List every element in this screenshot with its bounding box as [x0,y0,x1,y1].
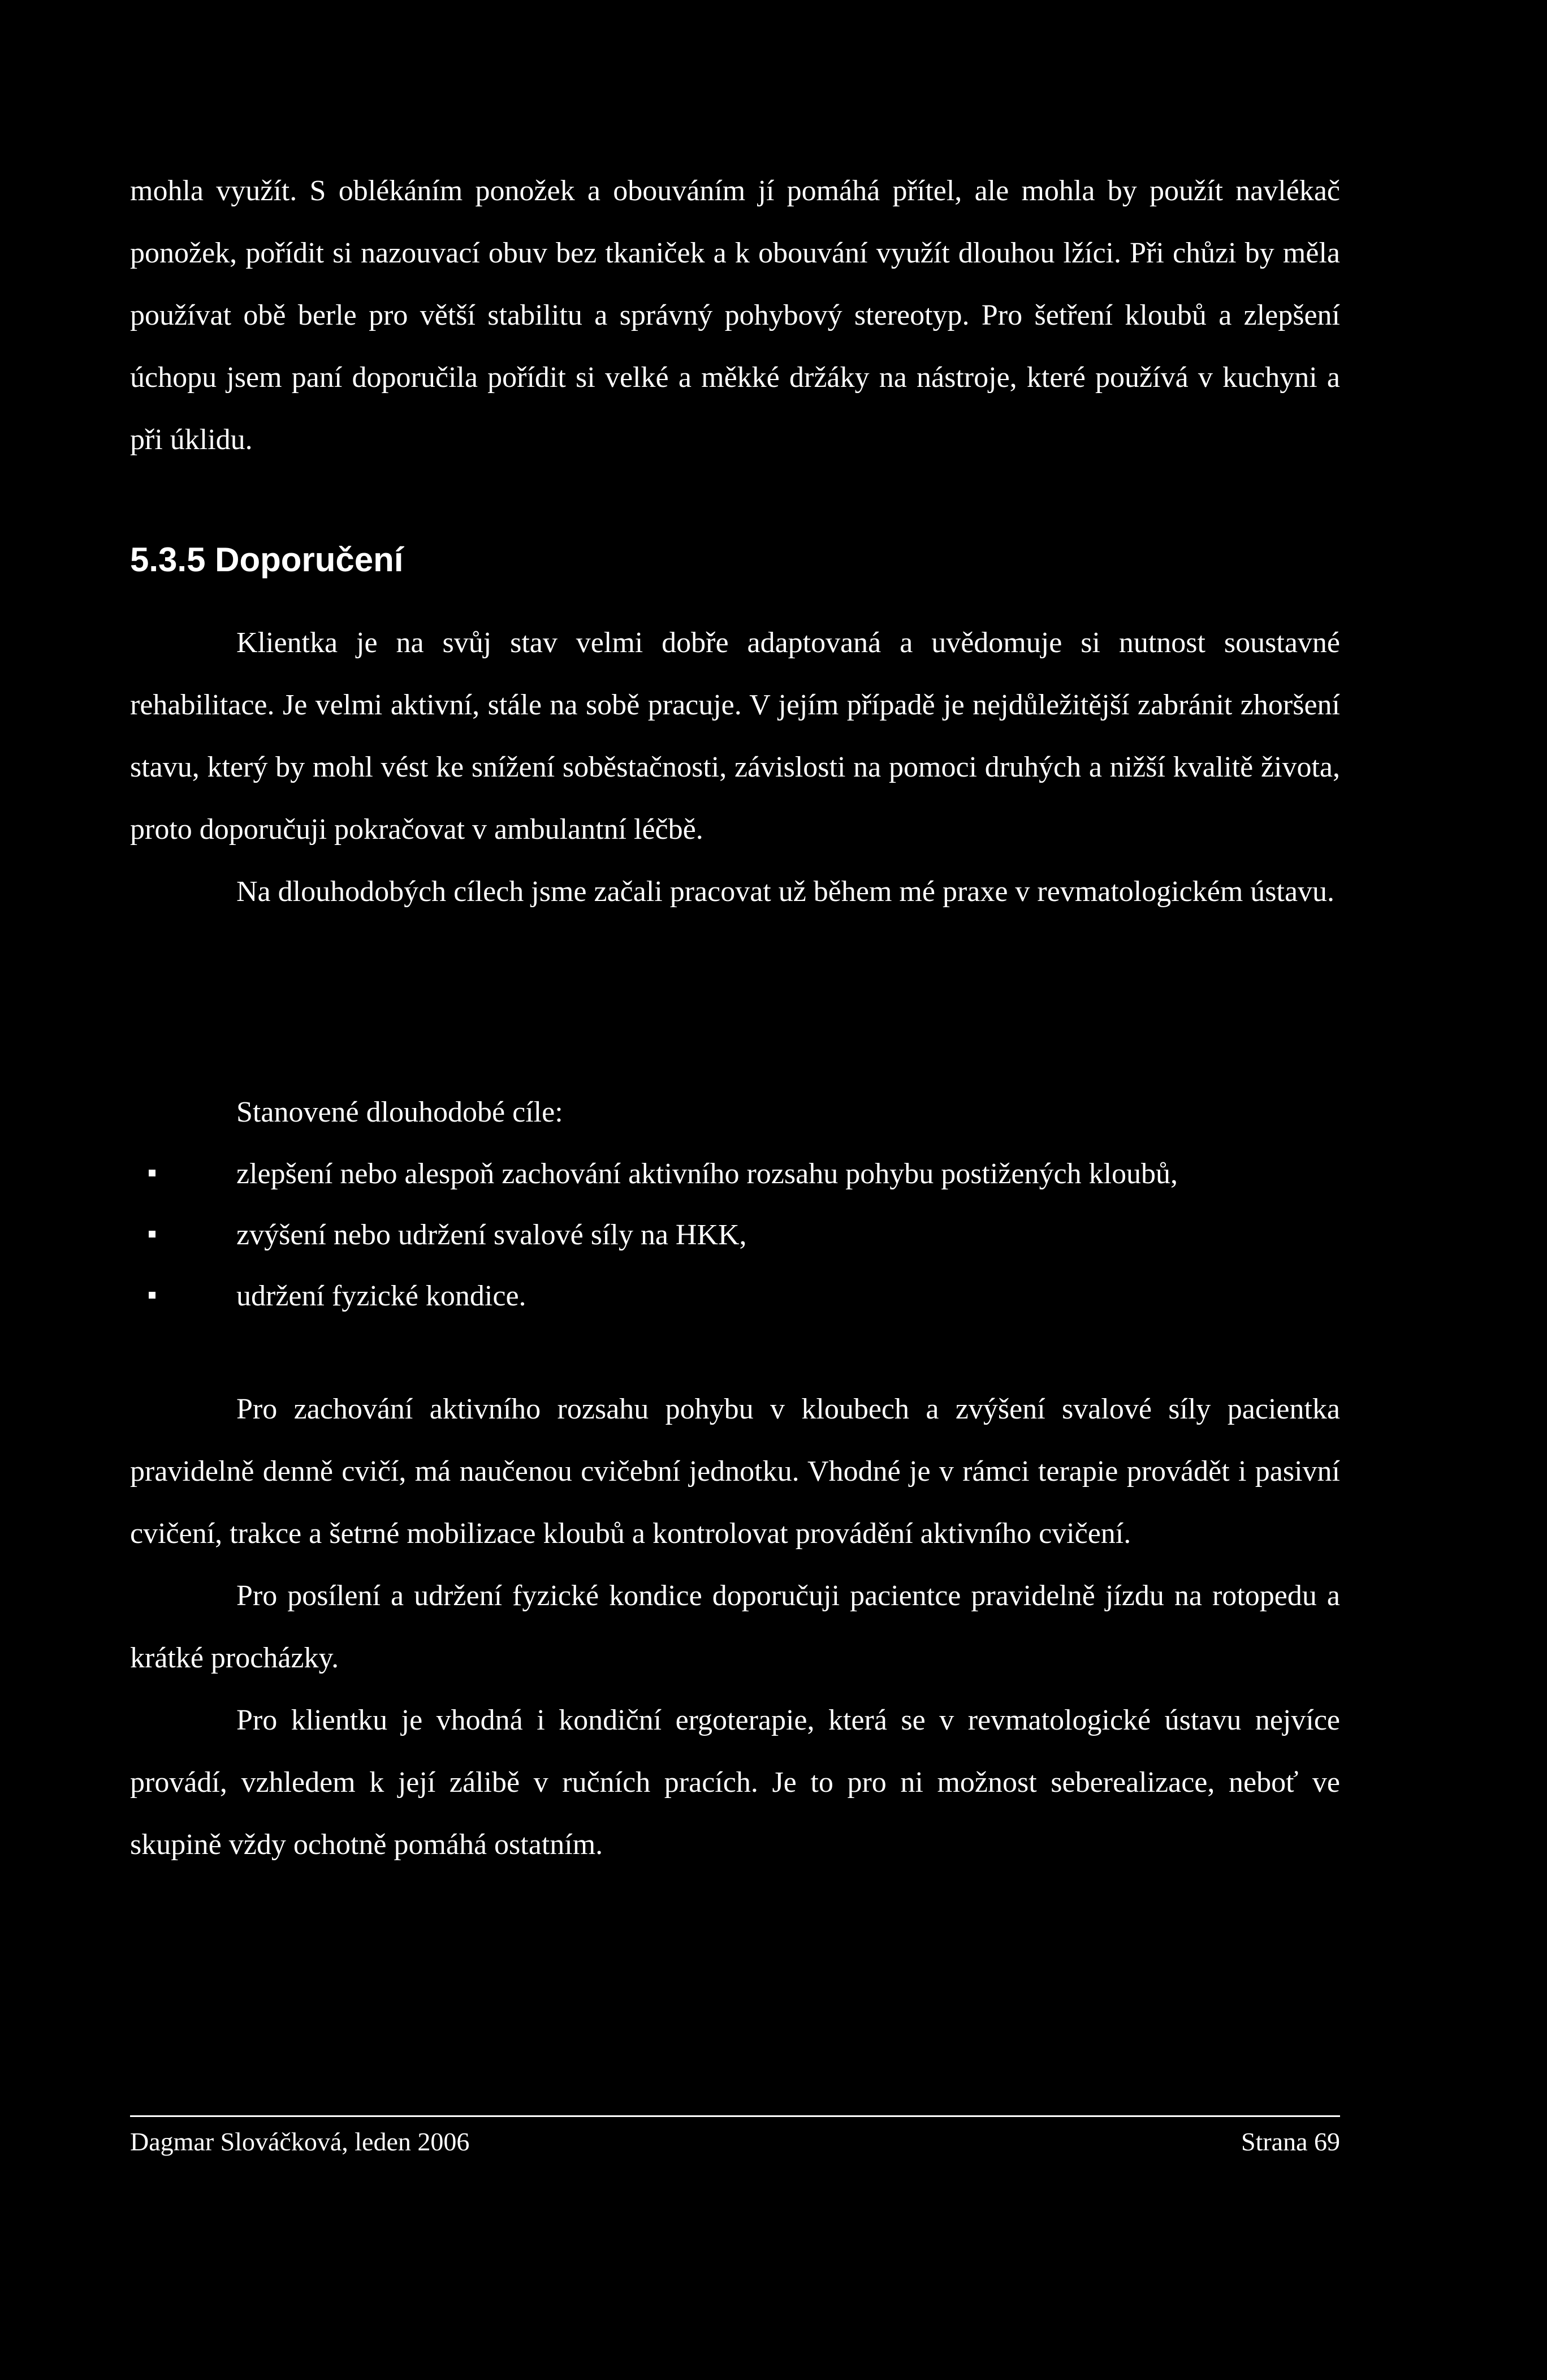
list-item [130,1266,1340,1327]
therapy-section [130,1378,1340,1876]
footer-divider [130,2115,1340,2117]
goal-text: udržení fyzické kondice. [236,1280,526,1312]
goals-list [130,1144,1340,1327]
section-heading: 5.3.5 Doporučení [130,541,404,579]
bullet-icon [149,1231,155,1238]
goals-title: Stanovené dlouhodobé cíle: [236,1096,563,1128]
footer-page-number: Strana 69 [1241,2127,1340,2156]
list-item [130,1144,1340,1205]
bullet-icon [149,1170,155,1176]
footer-author-date: Dagmar Slováčková, leden 2006 [130,2127,470,2156]
therapy-paragraph: Pro posílení a udržení fyzické kondice doporučuji pacientce pravidelně jízdu na rotopedu a krátké procházky. [130,1580,1340,1674]
list-item [130,1205,1340,1266]
goal-text: zvýšení nebo udržení svalové síly na HKK, [236,1219,747,1251]
recommendations-section [130,612,1340,923]
therapy-paragraph: Pro zachování aktivního rozsahu pohybu v kloubech a zvýšení svalové síly pacientka pravidelně denně cvičí, má naučenou cvičební jednotku. Vhodné je v rámci terapie provádět i pasivní cvičení, trakce a šetrné mobilizace kloubů a kontrolovat provádění aktivního cvičení. [130,1393,1340,1550]
goal-text: zlepšení nebo alespoň zachování aktivního rozsahu pohybu postižených kloubů, [236,1158,1178,1190]
intro-paragraph: mohla využít. S oblékáním ponožek a obouváním jí pomáhá přítel, ale mohla by použít navlékač ponožek, pořídit si nazouvací obuv bez tkaniček a k obouvání využít dlouhou lžíci. Při chůzi by měla používat obě berle pro větší stabilitu a správný pohybový stereotyp. Pro šetření kloubů a zlepšení úchopu jsem paní doporučila pořídit si velké a měkké držáky na nástroje, které používá v kuchyni a při úklidu. [130,175,1340,456]
recommendation-paragraph: Klientka je na svůj stav velmi dobře adaptovaná a uvědomuje si nutnost soustavné rehabilitace. Je velmi aktivní, stále na sobě pracuje. V jejím případě je nejdůležitější zabránit zhoršení stavu, který by mohl vést ke snížení soběstačnosti, závislosti na pomoci druhých a nižší kvalitě života, proto doporučuji pokračovat v ambulantní léčbě. [130,627,1340,846]
intro-section [130,160,1340,471]
bullet-icon [149,1292,155,1299]
therapy-paragraph: Pro klientku je vhodná i kondiční ergoterapie, která se v revmatologické ústavu nejvíce provádí, vzhledem k její zálibě v ručních pracích. Je to pro ni možnost seberealizace, neboť ve skupině vždy ochotně pomáhá ostatním. [130,1704,1340,1861]
recommendation-paragraph: Na dlouhodobých cílech jsme začali pracovat už během mé praxe v revmatologickém ústavu. [236,876,1335,908]
